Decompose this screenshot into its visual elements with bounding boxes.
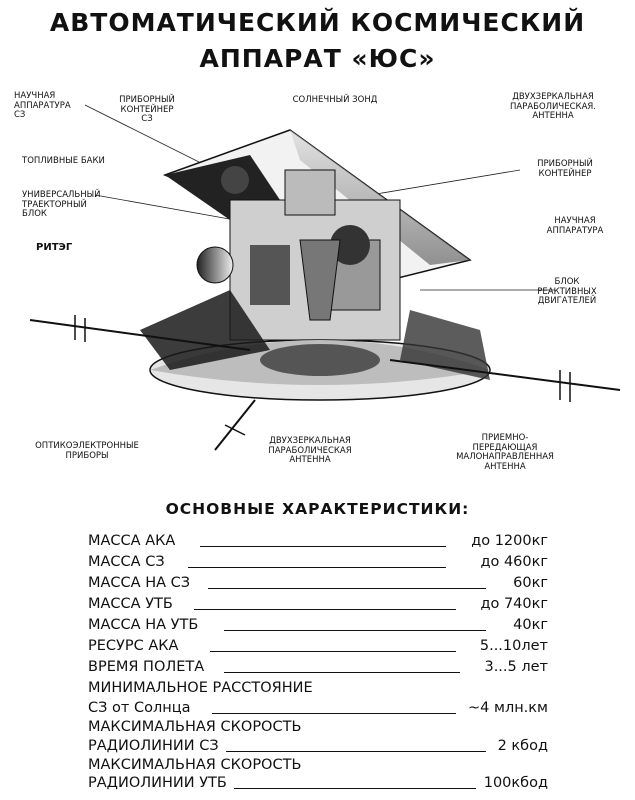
spec-name: МАКСИМАЛЬНАЯ СКОРОСТЬ xyxy=(88,757,302,773)
spec-value: 2 кбод xyxy=(497,738,548,754)
label-dual-antenna-top: ДВУХЗЕРКАЛЬНАЯ ПАРАБОЛИЧЕСКАЯ. АНТЕННА xyxy=(509,92,596,121)
spec-name-2: СЗ от Солнца xyxy=(88,700,191,716)
spec-row xyxy=(88,554,548,572)
label-solar-probe: СОЛНЕЧНЫЙ ЗОНД xyxy=(292,95,378,105)
label-fuel-tanks: ТОПЛИВНЫЕ БАКИ xyxy=(22,156,105,166)
spec-value: 60кг xyxy=(513,575,548,591)
spec-value: до 740кг xyxy=(480,596,548,612)
specs-heading: ОСНОВНЫЕ ХАРАКТЕРИСТИКИ: xyxy=(165,500,470,518)
label-transceiver: ПРИЕМНО- ПЕРЕДАЮЩАЯ МАЛОНАПРАВЛЕННАЯ АНТЕННА xyxy=(456,433,554,472)
spec-name: МАССА НА СЗ xyxy=(88,575,191,591)
label-instr-container: ПРИБОРНЫЙ КОНТЕЙНЕР xyxy=(537,159,593,179)
spec-value: 5...10лет xyxy=(479,638,548,654)
spec-name-2: РАДИОЛИНИИ УТБ xyxy=(88,775,227,791)
spec-row xyxy=(88,638,548,656)
spec-value: до 460кг xyxy=(480,554,548,570)
label-instr-sz: ПРИБОРНЫЙ КОНТЕЙНЕР СЗ xyxy=(119,95,175,124)
title-line-2: АППАРАТ «ЮС» xyxy=(199,44,436,73)
spec-name: РЕСУРС АКА xyxy=(88,638,179,654)
label-rtg: РИТЭГ xyxy=(36,242,73,253)
label-sci-sz: НАУЧНАЯ АППАРАТУРА СЗ xyxy=(14,91,71,120)
label-dual-antenna-bottom: ДВУХЗЕРКАЛЬНАЯ ПАРАБОЛИЧЕСКАЯ АНТЕННА xyxy=(268,436,352,465)
spec-row xyxy=(88,575,548,593)
spec-row xyxy=(88,533,548,551)
spec-row xyxy=(88,680,548,718)
spec-name: МАССА СЗ xyxy=(88,554,165,570)
spec-name: МАССА НА УТБ xyxy=(88,617,199,633)
title-line-1: АВТОМАТИЧЕСКИЙ КОСМИЧЕСКИЙ xyxy=(49,8,586,37)
spec-row xyxy=(88,757,548,797)
label-jet-block: БЛОК РЕАКТИВНЫХ ДВИГАТЕЛЕЙ xyxy=(537,277,597,306)
spec-value: ~4 млн.км xyxy=(468,700,548,716)
spec-name: ВРЕМЯ ПОЛЕТА xyxy=(88,659,205,675)
spec-value: до 1200кг xyxy=(471,533,548,549)
spec-value: 40кг xyxy=(513,617,548,633)
label-optics: ОПТИКОЭЛЕКТРОННЫЕ ПРИБОРЫ xyxy=(35,441,139,461)
spec-value: 3...5 лет xyxy=(484,659,548,675)
label-universal-block: УНИВЕРСАЛЬНЫЙ ТРАЕКТОРНЫЙ БЛОК xyxy=(22,190,101,219)
spec-row xyxy=(88,659,548,677)
spec-name: МИНИМАЛЬНОЕ РАССТОЯНИЕ xyxy=(88,680,313,696)
spec-row xyxy=(88,596,548,614)
spec-row xyxy=(88,719,548,757)
spec-name: МАКСИМАЛЬНАЯ СКОРОСТЬ xyxy=(88,719,302,735)
spec-name-2: РАДИОЛИНИИ СЗ xyxy=(88,738,219,754)
spec-name: МАССА АКА xyxy=(88,533,176,549)
spec-value: 100кбод xyxy=(483,775,548,791)
spec-row xyxy=(88,617,548,635)
label-sci-app: НАУЧНАЯ АППАРАТУРА xyxy=(546,216,604,236)
spec-name: МАССА УТБ xyxy=(88,596,173,612)
